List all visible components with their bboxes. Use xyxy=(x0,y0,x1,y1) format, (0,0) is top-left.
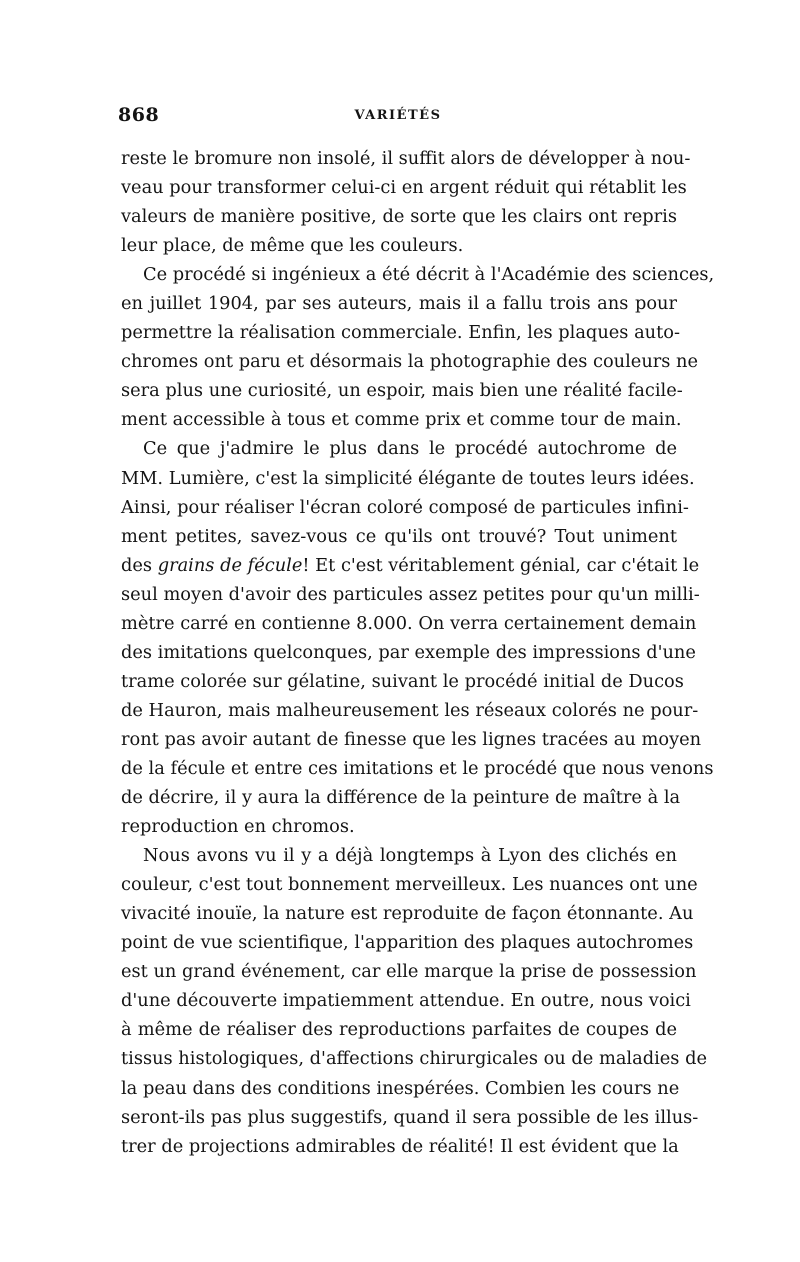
text-line: ment petites, savez-vous ce qu'ils ont trouvé? Tout uniment xyxy=(121,525,677,547)
running-head: VARIÉTÉS xyxy=(354,108,442,123)
text-line: veau pour transformer celui-ci en argent réduit qui rétablit les xyxy=(121,177,687,199)
page-number: 868 xyxy=(118,104,160,126)
text-line: point de vue scientifique, l'apparition des plaques autochromes xyxy=(121,932,694,954)
text-line: seul moyen d'avoir des particules assez petites pour qu'un milli- xyxy=(121,583,700,605)
text-line: permettre la réalisation commerciale. Enfin, les plaques auto- xyxy=(121,322,680,344)
text-line: trer de projections admirables de réalité! Il est évident que la xyxy=(121,1135,679,1157)
text-line: tissus histologiques, d'affections chirurgicales ou de maladies de xyxy=(121,1048,707,1070)
page-header xyxy=(118,104,678,134)
text-line: Nous avons vu il y a déjà longtemps à Lyon des clichés en xyxy=(143,845,677,867)
text-line: seront-ils pas plus suggestifs, quand il sera possible de les illus- xyxy=(121,1106,699,1128)
text-line: de décrire, il y aura la différence de la peinture de maître à la xyxy=(121,787,681,809)
text-line: en juillet 1904, par ses auteurs, mais il a fallu trois ans pour xyxy=(121,293,677,315)
text-line: à même de réaliser des reproductions parfaites de coupes de xyxy=(121,1019,677,1041)
text-line: Ce procédé si ingénieux a été décrit à l'Académie des sciences, xyxy=(143,264,715,286)
text-line: des grains de fécule! Et c'est véritablement génial, car c'était le xyxy=(121,554,700,576)
text-line: la peau dans des conditions inespérées. Combien les cours ne xyxy=(121,1077,680,1099)
text-line: d'une découverte impatiemment attendue. En outre, nous voici xyxy=(121,990,691,1012)
text-line: ront pas avoir autant de finesse que les lignes tracées au moyen xyxy=(121,728,702,750)
text-line: reproduction en chromos. xyxy=(121,816,355,838)
text-line: mètre carré en contienne 8.000. On verra certainement demain xyxy=(121,612,697,634)
text-line: reste le bromure non insolé, il suffit alors de développer à nou- xyxy=(121,148,691,169)
text-line: vivacité inouïe, la nature est reproduite de façon étonnante. Au xyxy=(121,903,694,925)
text-line: chromes ont paru et désormais la photographie des couleurs ne xyxy=(121,351,699,373)
text-line: MM. Lumière, c'est la simplicité élégante de toutes leurs idées. xyxy=(121,467,695,489)
text-line: sera plus une curiosité, un espoir, mais bien une réalité facile- xyxy=(121,380,683,402)
text-line: de Hauron, mais malheureusement les réseaux colorés ne pour- xyxy=(121,699,699,721)
text-line: valeurs de manière positive, de sorte que les clairs ont repris xyxy=(121,206,677,228)
text-line: Ainsi, pour réaliser l'écran coloré composé de particules infini- xyxy=(121,496,689,518)
text-line: de la fécule et entre ces imitations et le procédé que nous venons xyxy=(121,757,714,779)
body-text xyxy=(121,144,715,1161)
text-line: couleur, c'est tout bonnement merveilleux. Les nuances ont une xyxy=(121,874,698,896)
text-line: des imitations quelconques, par exemple des impressions d'une xyxy=(121,641,696,663)
text-line: est un grand événement, car elle marque la prise de possession xyxy=(121,961,697,983)
text-line: Ce que j'admire le plus dans le procédé autochrome de xyxy=(143,438,677,460)
text-line: ment accessible à tous et comme prix et comme tour de main. xyxy=(121,409,682,431)
text-line: leur place, de même que les couleurs. xyxy=(121,235,464,257)
text-line: trame colorée sur gélatine, suivant le procédé initial de Ducos xyxy=(121,670,684,692)
